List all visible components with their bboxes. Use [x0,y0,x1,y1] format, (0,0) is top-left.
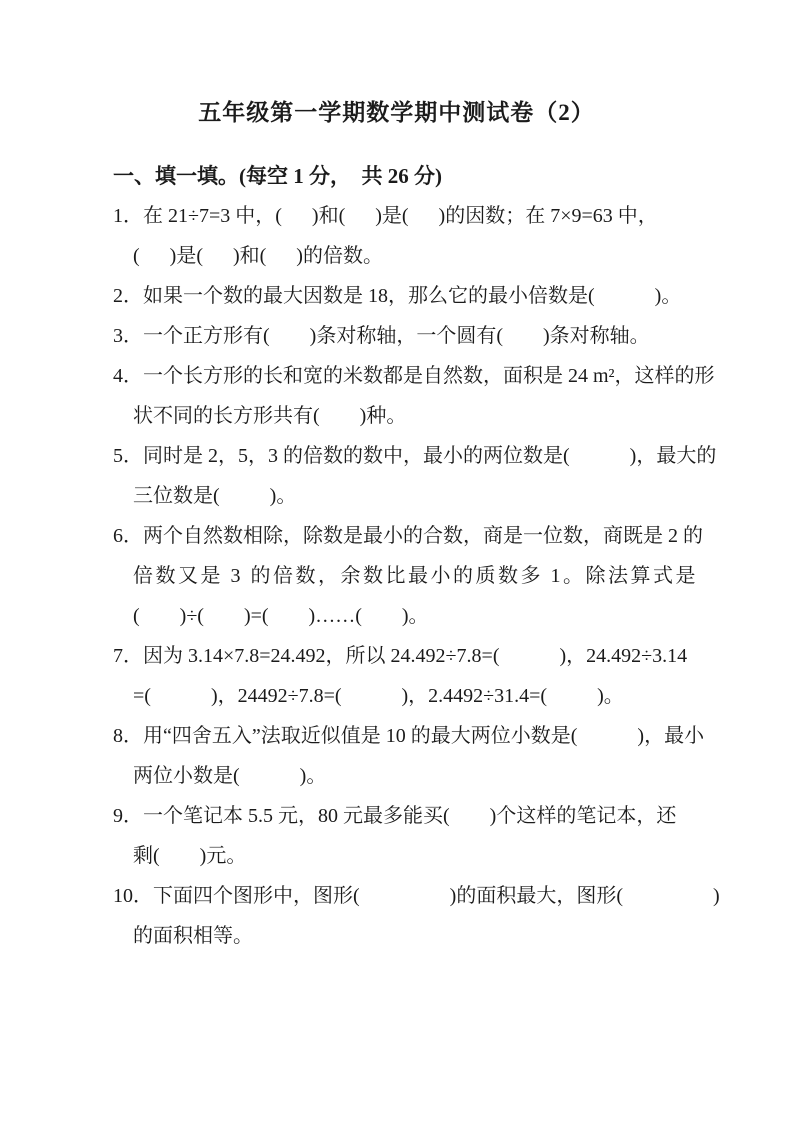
question-2-line-1: 2．如果一个数的最大因数是 18，那么它的最小倍数是( )。 [113,285,682,307]
question-9-line-2: 剩( )元。 [133,845,247,867]
question-5-line-2: 三位数是( )。 [133,485,297,507]
question-7-line-2: =( )，24492÷7.8=( )，2.4492÷31.4=( )。 [133,685,624,707]
question-6-line-2: 倍数又是 3 的倍数，余数比最小的质数多 1。除法算式是 [133,565,698,587]
content [113,156,733,956]
question-5-line-1: 5．同时是 2，5，3 的倍数的数中，最小的两位数是( )，最大的 [113,445,717,467]
question-8-line-1: 8．用“四舍五入”法取近似值是 10 的最大两位小数是( )，最小 [113,725,705,747]
question-4 [113,356,733,436]
question-10-line-2: 的面积相等。 [133,925,253,947]
question-7 [113,636,733,716]
question-7-line-1: 7．因为 3.14×7.8=24.492，所以 24.492÷7.8=( )，24.492÷3.14 [113,645,688,667]
question-10-line-1: 10．下面四个图形中，图形( )的面积最大，图形( ) [113,885,720,907]
question-9-line-1: 9．一个笔记本 5.5 元，80 元最多能买( )个这样的笔记本，还 [113,805,677,827]
question-4-line-1: 4．一个长方形的长和宽的米数都是自然数，面积是 24 m²，这样的形 [113,365,715,387]
section-heading: 一、填一填。(每空 1 分， 共 26 分) [113,164,442,188]
question-8-line-2: 两位小数是( )。 [133,765,327,787]
question-1-line-1: 1．在 21÷7=3 中，( )和( )是( )的因数；在 7×9=63 中， [113,205,658,227]
question-6-line-3: ( )÷( )=( )……( )。 [133,605,429,627]
question-3 [113,316,733,356]
question-3-line-1: 3．一个正方形有( )条对称轴，一个圆有( )条对称轴。 [113,325,650,347]
question-5 [113,436,733,516]
question-1-line-2: ( )是( )和( )的倍数。 [133,245,383,267]
question-9 [113,796,733,876]
question-2 [113,276,733,316]
question-6 [113,516,733,636]
question-4-line-2: 状不同的长方形共有( )种。 [133,405,407,427]
question-10 [113,876,733,956]
question-6-line-1: 6．两个自然数相除，除数是最小的合数，商是一位数，商既是 2 的 [113,525,703,547]
page-title: 五年级第一学期数学期中测试卷（2） [198,100,595,125]
question-1 [113,196,733,276]
question-8 [113,716,733,796]
